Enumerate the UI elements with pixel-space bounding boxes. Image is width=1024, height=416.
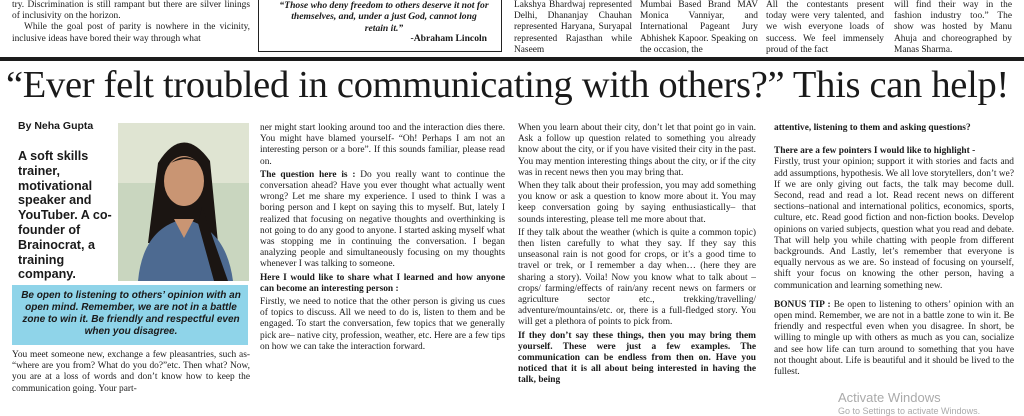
col2-q1-head: The question here is : (260, 169, 356, 180)
activation-watermark-title: Activate Windows (838, 390, 941, 405)
quote-text: “Those who deny freedom to others deserve it not for themselves, and, under a just God, cannot long retain it.” (279, 0, 489, 34)
quote-box (258, 0, 502, 52)
top-col-1-p1: try. Discrimination is still rampant but there are silver linings of inclusivity on the horizon. (12, 0, 250, 22)
intro-paragraph: You meet someone new, exchange a few pleasantries, such as- “where are you from? What do you do?”etc. Then what? Now, you are at a loss of words and don’t know how to keep the communication going. Your part- (12, 350, 250, 394)
top-col-1 (12, 0, 250, 52)
byline: By Neha Gupta (18, 120, 94, 132)
col2-q1-body: Do you really want to continue the conversation ahead? Have you ever thought what actually went wrong? Let me share my experience. I used to think I was a boring person and I kept on saying this to myself. But, lately I realized that focusing on negative thoughts and overthinking is not going to do any good to anyone. I started asking myself what was stopping me in continuing the conversation. I began analyzing people and simultaneously focusing on my thoughts whenever I was talking to someone. (260, 169, 505, 270)
col3-p3: If they talk about the weather (which is quite a common topic) then listen carefully to what they say. If they say this unseasonal rain is not good for crops, or it’s a good time to travel or trek, or I remember a day when… (here they are sharing a story). Voila! Now you know what to talk about – crops/ farming/effects of rain/any recent news on farmers or agriculture sector etc., trekking/travelling/ adventure/mountains/etc. or, there is a full-fledged story. You will get a plethora of points to pick from. (518, 227, 756, 328)
pull-quote-text: Be open to listening to others’ opinion with an open mind. Remember, we are not in a battle zone to win it. Be friendly and respectful even when you disagree. (21, 290, 241, 337)
article-headline: “Ever felt troubled in communicating with others?” This can help! (6, 64, 1009, 106)
col4-bonus-body: Be open to listening to others’ opinion with an open mind. Remember, we are not in a battle zone to win it. Be friendly and respectful even when you disagree. In short, be willing to mingle up with others as much as you can, socialize and see how life can turn around to something that you have not thought about. Life is beautiful and it should be lived to the fullest. (774, 299, 1014, 378)
top-col-3: Lakshya Bhardwaj represented Delhi, Dhananjay Chauhan represented Haryana, Suryapal represented Rajasthan while Naseem (514, 0, 632, 55)
col4-p1: attentive, listening to them and asking questions? (774, 123, 971, 133)
col2-q2-head: Here I would like to share what I learned and how anyone can become an interesting person : (260, 272, 505, 294)
col2-p2 (260, 170, 505, 271)
top-col-1-p2: While the goal post of parity is nowhere in the vicinity, inclusive ideas have bored their way through what (12, 22, 250, 44)
article-column-2 (260, 123, 505, 413)
col4-bonus-head: BONUS TIP : (774, 299, 831, 310)
top-col-6: will find their way in the fashion industry too.” The show was hosted by Manu Ahuja and choreographed by Manas Sharma. (894, 0, 1012, 55)
col3-p4: If they don’t say these things, then you may bring them yourself. These were just a few examples. The communication can be endless from then on. Have you noticed that it is all about being interested in having the talk, being (518, 330, 756, 386)
quote-author: -Abraham Lincoln (410, 33, 487, 44)
col2-p1: ner might start looking around too and the interaction dies there. You might have blamed yourself- “Oh! Perhaps I am not an interesting person or a bore”. If this sounds familiar, please read on. (260, 123, 505, 167)
article-column-3 (518, 123, 756, 413)
author-bio: A soft skills trainer, motivational speaker and YouTuber. A co-founder of Brainocrat, a training company. (18, 149, 112, 282)
col4-tips-head: There are a few pointers I would like to highlight - (774, 146, 976, 157)
author-portrait-illustration (118, 123, 249, 281)
col2-p3: Firstly, we need to notice that the other person is giving us cues of topics to discuss. All we need to do is, listen to them and be engaged. To start the conversation, few topics that we generally pick are– native city, profession, weather, etc. Here are a few tips on how we can take the interaction forward. (260, 297, 505, 352)
author-photo (118, 123, 249, 281)
pull-quote-box (12, 285, 248, 345)
col4-p2: Firstly, trust your opinion; support it with stories and facts and add assumptions, hypothesis. We all love storytellers, don’t we? If we are only giving out facts, the talk may become dull. Second, read and read a lot. Read recent news on different sections–national and international politics, economics, sports, culture, etc. Read good fiction and non-fiction books. Develop opinions on varied subjects, question what you read and debate. That will help you while chatting with people from different backgrounds. And Lastly, let’s remember that everyone is equally nervous as we are. So instead of focusing on yourself, shift your focus on knowing the other person, having a communication and learning something new. (774, 157, 1014, 291)
top-col-4: Mumbai Based Brand MAV Monica Vanniyar, and International Pageant Jury Abhishek Kapoor. Speaking on the occasion, the (640, 0, 758, 55)
top-col-5: All the contestants present today were very talented, and we wish everyone loads of success. We feel immensely proud of the fact (766, 0, 884, 55)
section-divider (0, 57, 1024, 61)
article-column-4 (774, 123, 1014, 413)
activation-watermark-subtitle: Go to Settings to activate Windows. (838, 406, 981, 416)
col4-p3 (774, 300, 1014, 378)
col3-p1: When you learn about their city, don’t let that point go in vain. Ask a follow up question related to something you already know about the city, or if you have visited their city in the past. You may mention interesting things about the city, or if the city was in recent news then you may bring that. (518, 123, 756, 178)
col3-p2: When they talk about their profession, you may add something you know or ask a question to know more about it. You may keep conversation going by saying enthusiastically– that sounds interesting, please tell me more about that. (518, 181, 756, 225)
